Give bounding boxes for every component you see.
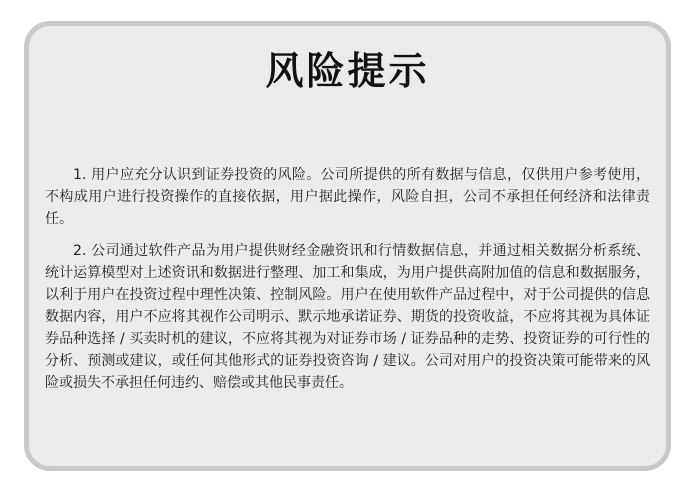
notice-paragraph-1: 1. 用户应充分认识到证券投资的风险。公司所提供的所有数据与信息，仅供用户参考使用，不构成用户进行投资操作的直接依据，用户据此操作，风险自担，公司不承担任何经济和法律责任。 <box>45 167 650 227</box>
dialog-title: 风险提示 <box>265 49 430 93</box>
risk-notice-dialog <box>24 21 671 471</box>
notice-paragraph-2: 2. 公司通过软件产品为用户提供财经金融资讯和行情数据信息，并通过相关数据分析系统、统计运算模型对上述资讯和数据进行整理、加工和集成，为用户提供高附加值的信息和数据服务，以利于用户在投资过程中理性决策、控制风险。用户在使用软件产品过程中，对于公司提供的信息数据内容，用户不应将其视作公司明示、默示地承诺证券、期货的投资收益，不应将其视为具体证券品种选择 / 买卖时机的建议，不应将其视为对证券市场 / 证券品种的走势、投资证券的可行性的分析、预测或建议，或任何其他形式的证券投资咨询 / 建议。公司对用户的投资决策可能带来的风险或损失不承担任何违约、赔偿或其他民事责任。 <box>45 243 650 391</box>
dialog-body <box>45 164 650 404</box>
